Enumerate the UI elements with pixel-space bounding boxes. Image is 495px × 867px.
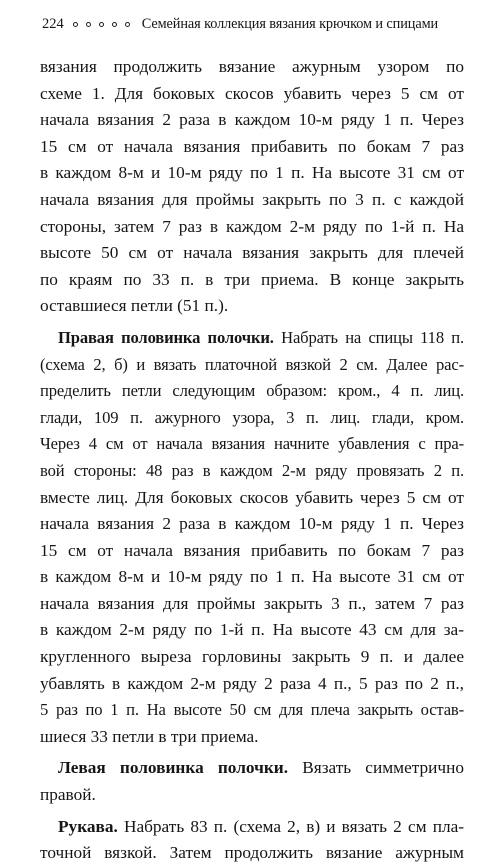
text-line: 15 см от начала вязания прибавить по бокам 7 раз <box>40 540 464 560</box>
text-line: начала вязания 2 раза в каждом 10-м ряду 1 п. Через <box>40 514 464 534</box>
running-header <box>42 14 462 34</box>
text-line: начала вязания 2 раза в каждом 10-м ряду 1 п. Через <box>40 110 464 130</box>
text-line: вой стороны: 48 раз в каждом 2-м ряду провязать 2 п. <box>40 460 464 480</box>
text-line: точной вязкой. Затем продолжить вязание ажурным <box>40 843 464 863</box>
section-heading: Рукава. <box>58 816 118 836</box>
text-line: 15 см от начала вязания прибавить по бокам 7 раз <box>40 136 464 156</box>
bullet-row-icon <box>73 22 130 27</box>
dot-icon <box>112 22 117 27</box>
dot-icon <box>125 22 130 27</box>
text-line: в каждом 8-м и 10-м ряду по 1 п. На высоте 31 см от <box>40 567 464 587</box>
text-line: начала вязания для проймы закрыть по 3 п. с каждой <box>40 189 464 209</box>
text-line: (схема 2, б) и вязать платочной вязкой 2 см. Далее рас- <box>40 354 464 374</box>
paragraph-sleeves <box>40 814 464 867</box>
text-line: правой. <box>40 785 96 805</box>
text-line: в каждом 8-м и 10-м ряду по 1 п. На высоте 31 см от <box>40 163 464 183</box>
paragraph-left-front <box>40 755 464 808</box>
paragraph-right-front <box>40 325 464 751</box>
running-title: Семейная коллекция вязания крючком и спицами <box>141 15 439 32</box>
text-line: Рукава. Набрать 83 п. (схема 2, в) и вязать 2 см пла- <box>58 816 464 836</box>
dot-icon <box>86 22 91 27</box>
text-line: вместе лиц. Для боковых скосов убавить через 5 см от <box>40 487 464 507</box>
text-line: кругленного выреза горловины закрыть 9 п. и далее <box>40 647 464 667</box>
text-line: в каждом 2-м ряду по 1-й п. На высоте 43 см для за- <box>40 620 464 640</box>
dot-icon <box>73 22 78 27</box>
text-line: стороны, затем 7 раз в каждом 2-м ряду по 1-й п. На <box>40 216 464 236</box>
body-text <box>40 54 464 867</box>
text-line: Через 4 см от начала вязания начните убавления с пра- <box>40 434 464 454</box>
text-line: оставшиеся петли (51 п.). <box>40 296 229 316</box>
text-line: начала вязания для проймы закрыть 3 п., затем 7 раз <box>40 593 464 613</box>
section-heading: Правая половинка полочки. <box>58 327 274 347</box>
dot-icon <box>99 22 104 27</box>
text-line: по краям по 33 п. в три приема. В конце закрыть <box>40 269 464 289</box>
text-line: вязания продолжить вязание ажурным узором по <box>40 57 464 76</box>
paragraph-back-continuation <box>40 54 464 320</box>
page-number: 224 <box>42 15 64 32</box>
text-line: схеме 1. Для боковых скосов убавить через 5 см от <box>40 83 464 103</box>
text-line: шиеся 33 петли в три приема. <box>40 726 259 746</box>
text-line: 5 раз по 1 п. На высоте 50 см для плеча закрыть остав- <box>40 700 464 720</box>
text-line: Правая половинка полочки. Набрать на спицы 118 п. <box>58 327 464 347</box>
text-line: высоте 50 см от начала вязания закрыть для плечей <box>40 243 464 263</box>
text-line: глади, 109 п. ажурного узора, 3 п. лиц. глади, кром. <box>40 407 464 427</box>
text-line: пределить петли следующим образом: кром., 4 п. лиц. <box>40 381 464 401</box>
section-heading: Левая половинка полочки. <box>58 758 289 778</box>
text-line: убавлять в каждом 2-м ряду 2 раза 4 п., 5 раз по 2 п., <box>40 673 464 693</box>
text-line: Левая половинка полочки. Вязать симметрично <box>58 758 464 778</box>
